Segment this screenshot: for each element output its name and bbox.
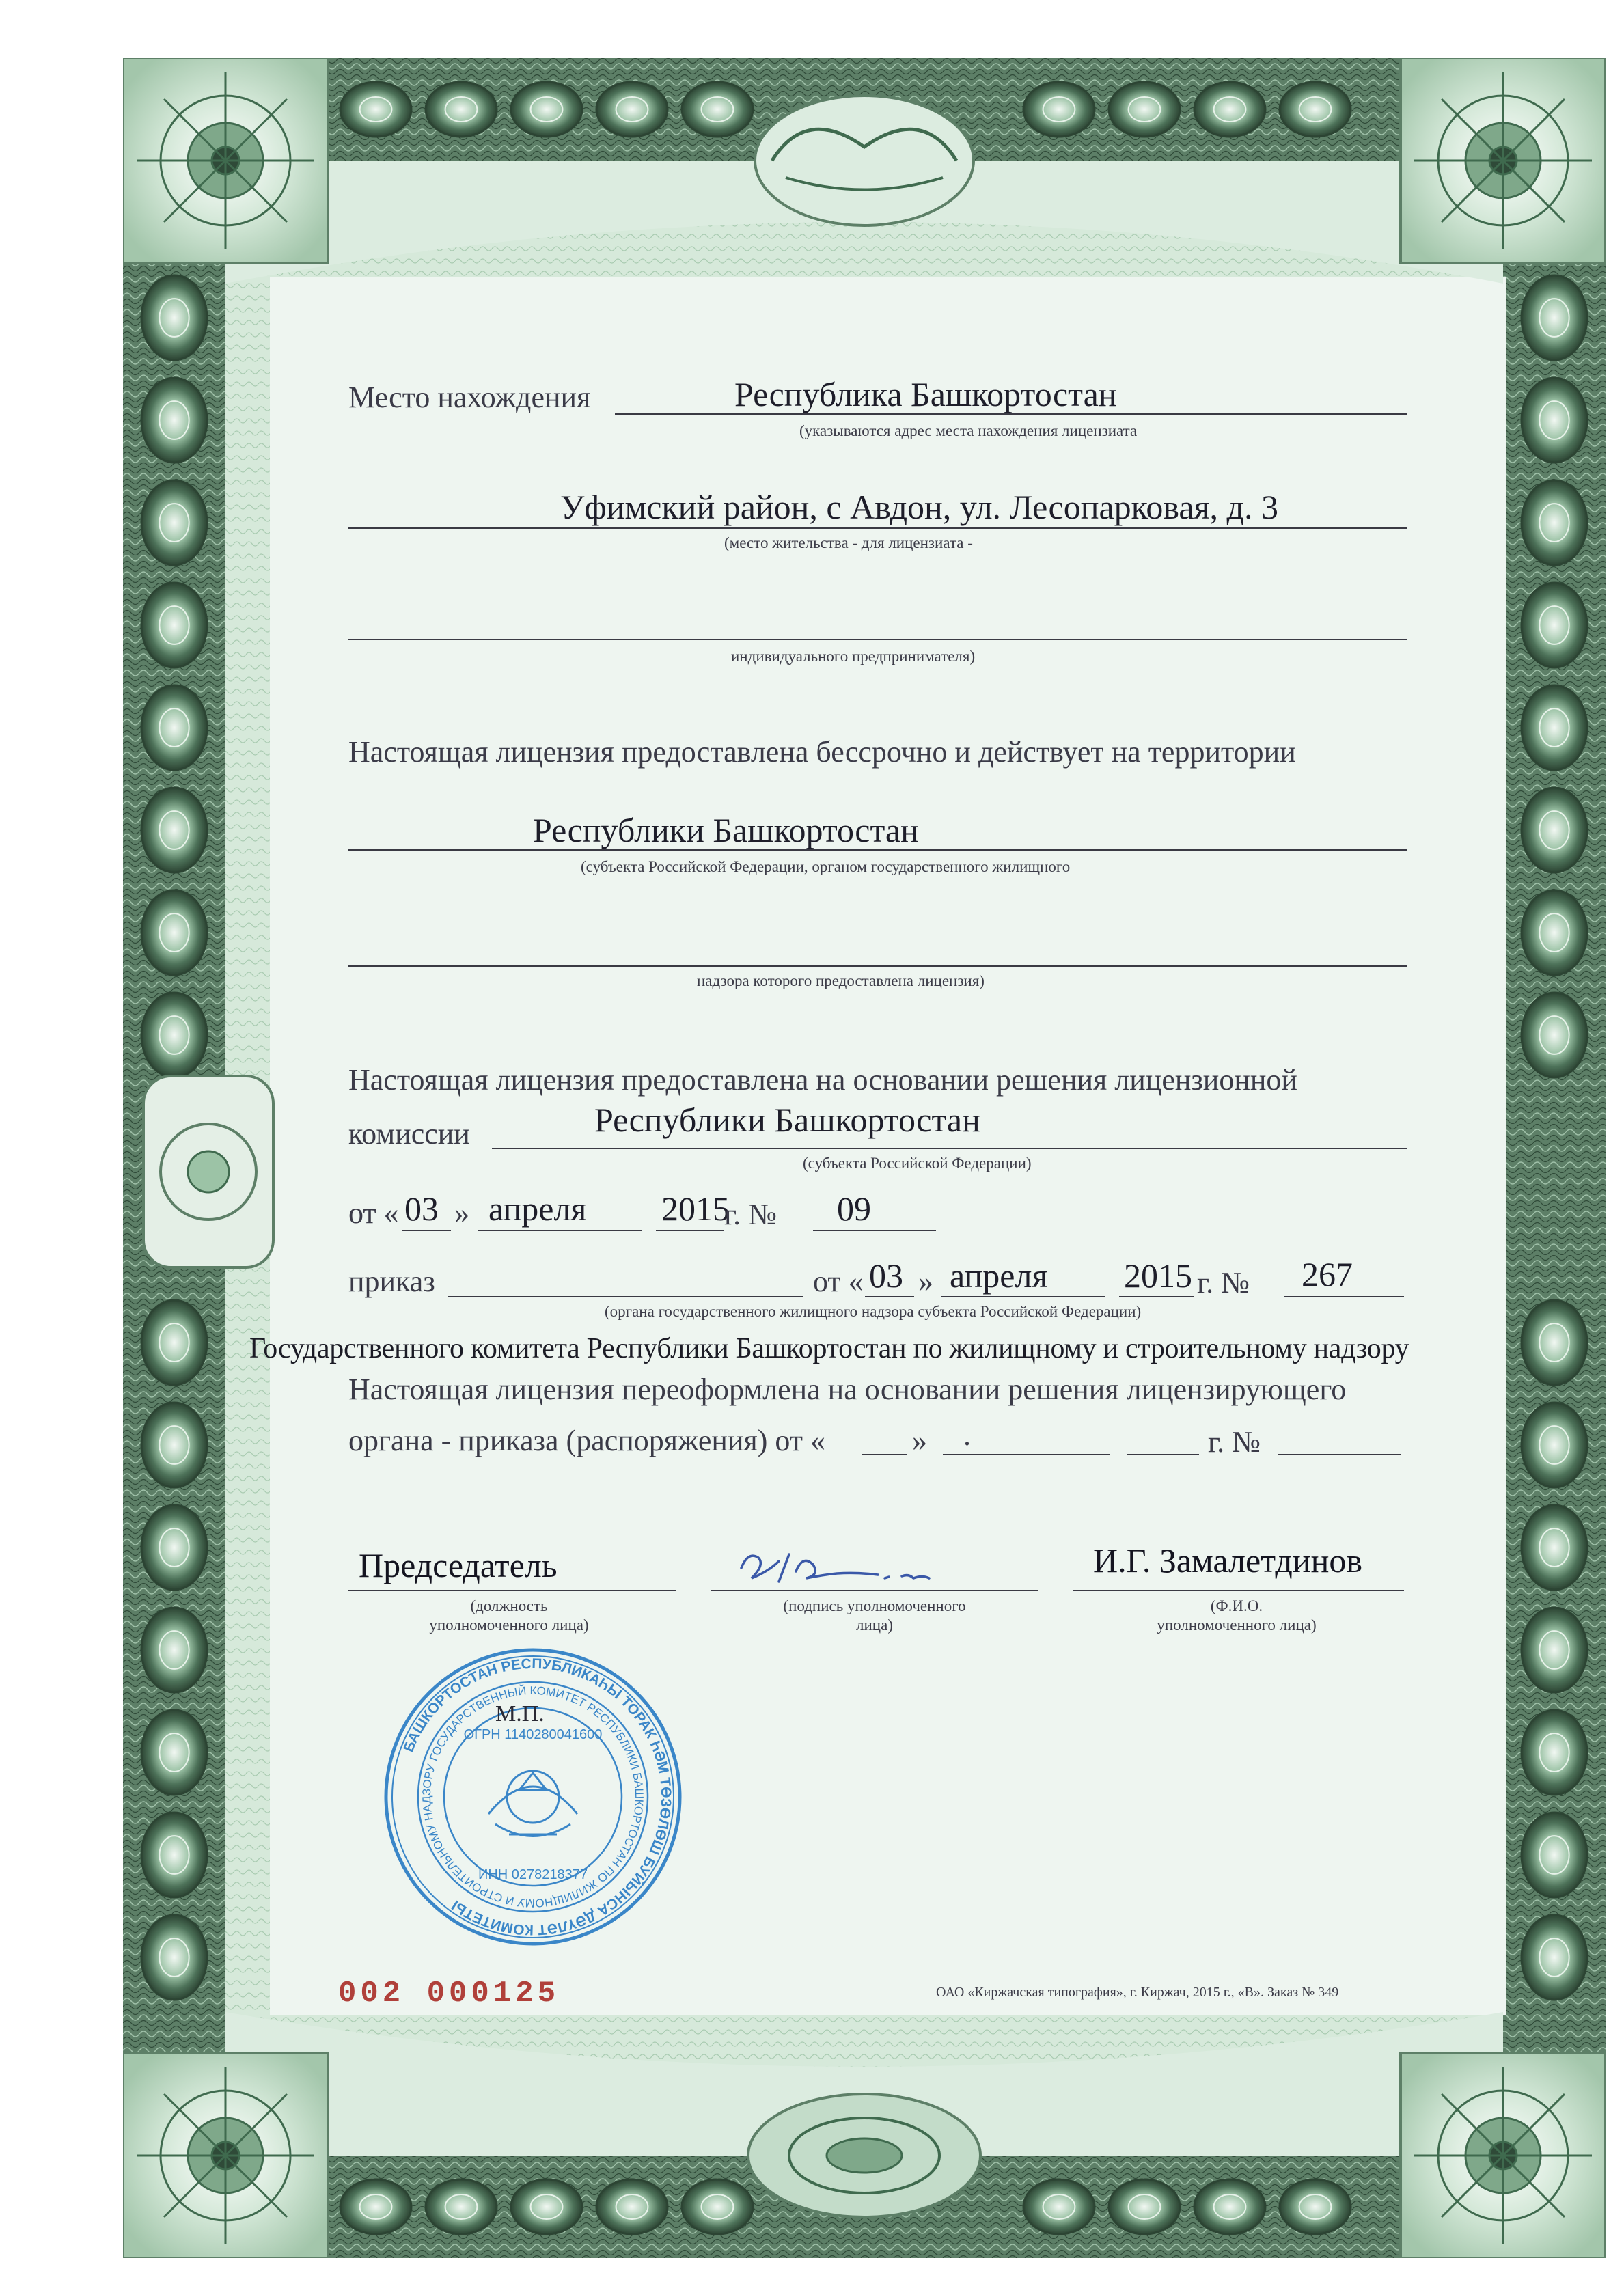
border-rosette — [141, 1505, 207, 1590]
border-rosette — [1522, 480, 1587, 565]
border-rosette — [1522, 1403, 1587, 1487]
order-day: 03 — [869, 1256, 903, 1295]
border-rosette — [1522, 1813, 1587, 1897]
commission-label: комиссии — [348, 1117, 470, 1151]
svg-text:ГОСУДАРСТВЕННЫЙ КОМИТЕТ РЕСПУБ — [388, 1652, 677, 1941]
border-rosette — [511, 2179, 582, 2234]
reissue-dot: . — [963, 1418, 971, 1452]
territory-value: Республики Башкортостан — [533, 811, 919, 849]
serial-number: 002 000125 — [338, 1977, 560, 2011]
border-rosette — [1522, 788, 1587, 872]
border-rosette — [141, 1915, 207, 2000]
order-year-line — [1119, 1296, 1194, 1297]
location-caption-3: индивидуального предпринимателя) — [731, 648, 976, 665]
location-value-2: Уфимский район, с Авдон, ул. Лесопарковая, д. 3 — [560, 488, 1279, 526]
position-caption-1: (должность — [470, 1597, 548, 1614]
name-caption-2: уполномоченного лица) — [1157, 1616, 1317, 1634]
order-year-suffix: г. № — [1197, 1266, 1250, 1299]
border-rosette — [1522, 685, 1587, 770]
order-number: 267 — [1302, 1255, 1353, 1293]
location-label: Место нахождения — [348, 381, 591, 414]
signature-caption-1: (подпись уполномоченного — [783, 1597, 966, 1614]
reissue-quote-close: » — [912, 1424, 927, 1457]
border-rosette — [340, 82, 411, 137]
decision-year-line — [656, 1230, 724, 1231]
border-rosette — [141, 1608, 207, 1692]
order-from-label: от « — [813, 1265, 864, 1298]
stamp-outer-text: БАШКОРТОСТАН РЕСПУБЛИКАҺЫ ТОРАК ҺӘМ ТӨЗӨЛӨШ БУЙЫНСА ДӘҮЛӘТ КОМИТЕТЫ — [400, 1655, 674, 1938]
position-caption-2: уполномоченного лица) — [429, 1616, 589, 1634]
border-rosette — [141, 480, 207, 565]
handwritten-signature — [728, 1541, 974, 1595]
decision-from-label: от « — [348, 1196, 399, 1230]
border-rosette — [141, 685, 207, 770]
border-rosette — [141, 1813, 207, 1897]
border-rosette — [1522, 275, 1587, 360]
order-month-line — [941, 1296, 1105, 1297]
reissue-day-line — [862, 1454, 907, 1455]
border-rosette — [426, 82, 497, 137]
decision-number: 09 — [837, 1189, 871, 1228]
location-caption-1: (указываются адрес места нахождения лицензиата — [799, 422, 1138, 439]
border-rosette — [511, 82, 582, 137]
border-rosette — [1194, 82, 1265, 137]
territory-statement: Настоящая лицензия предоставлена бессрочно и действует на территории — [348, 735, 1296, 769]
border-rosette — [1522, 1915, 1587, 2000]
stamp-ogrn: ОГРН 1140280041600 — [463, 1727, 603, 1742]
border-rosette — [1109, 82, 1180, 137]
border-rosette — [1522, 583, 1587, 667]
border-rosette — [1280, 2179, 1351, 2234]
border-rosette — [141, 378, 207, 463]
decision-year-suffix: г. № — [724, 1198, 777, 1231]
reissue-year-line — [1127, 1454, 1199, 1455]
location-value-1: Республика Башкортостан — [734, 375, 1117, 413]
basis-statement: Настоящая лицензия предоставлена на основании решения лицензионной — [348, 1063, 1297, 1097]
border-rosette — [141, 890, 207, 975]
decision-quote-close: » — [454, 1196, 469, 1230]
border-rosette — [682, 2179, 753, 2234]
order-year: 2015 — [1124, 1256, 1192, 1295]
border-rosette — [141, 1403, 207, 1487]
printer-info: ОАО «Киржачская типография», г. Киржач, 2015 г., «В». Заказ № 349 — [936, 1985, 1339, 2000]
border-rosette — [141, 788, 207, 872]
border-rosette — [1522, 378, 1587, 463]
decision-day-line — [402, 1230, 451, 1231]
order-number-line — [1284, 1296, 1404, 1297]
territory-caption-1: (субъекта Российской Федерации, органом государственного жилищного — [581, 858, 1071, 875]
border-rosette — [1194, 2179, 1265, 2234]
decision-month-line — [478, 1230, 642, 1231]
order-label: приказ — [348, 1265, 435, 1298]
reissue-number-line — [1278, 1454, 1401, 1455]
border-rosette — [596, 2179, 668, 2234]
order-quote-close: » — [918, 1265, 933, 1298]
border-rosette — [1023, 2179, 1095, 2234]
official-stamp — [379, 1643, 687, 1951]
signature-caption-2: лица) — [856, 1616, 893, 1634]
decision-day: 03 — [404, 1189, 439, 1228]
border-rosette — [141, 583, 207, 667]
name-value: И.Г. Замалетдинов — [1093, 1541, 1362, 1580]
border-rosette — [1522, 993, 1587, 1077]
territory-caption-2: надзора которого предоставлена лицензия) — [697, 972, 985, 989]
order-caption: (органа государственного жилищного надзора субъекта Российской Федерации) — [605, 1303, 1142, 1320]
reissue-line-1: Настоящая лицензия переоформлена на основании решения лицензирующего — [348, 1373, 1347, 1406]
commission-caption: (субъекта Российской Федерации) — [803, 1155, 1032, 1172]
border-rosette — [1109, 2179, 1180, 2234]
order-authority: Государственного комитета Республики Башкортостан по жилищному и строительному надзору — [249, 1333, 1409, 1364]
stamp-inn: ИНН 0278218377 — [478, 1867, 588, 1882]
stamp-inner-text: ГОСУДАРСТВЕННЫЙ КОМИТЕТ РЕСПУБЛИКИ БАШКОРТОСТАН ПО ЖИЛИЩНОМУ И СТРОИТЕЛЬНОМУ НАДЗОРУ — [419, 1683, 646, 1910]
position-value: Председатель — [359, 1546, 558, 1584]
border-rosette — [596, 82, 668, 137]
decision-number-line — [813, 1230, 936, 1231]
name-line — [1073, 1590, 1404, 1591]
border-rosette — [1522, 1710, 1587, 1795]
location-caption-2: (место жительства - для лицензиата - — [724, 534, 973, 551]
decision-month: апреля — [488, 1189, 587, 1228]
commission-value: Республики Башкортостан — [594, 1101, 980, 1139]
location-line-3 — [348, 639, 1407, 640]
order-month: апреля — [950, 1256, 1048, 1295]
border-rosette — [1280, 82, 1351, 137]
border-rosette — [141, 275, 207, 360]
border-rosette — [1023, 82, 1095, 137]
name-caption-1: (Ф.И.О. — [1210, 1597, 1263, 1614]
reissue-line-2-label: органа - приказа (распоряжения) от « — [348, 1424, 826, 1457]
border-rosette — [1522, 1505, 1587, 1590]
order-day-line — [865, 1296, 914, 1297]
position-line — [348, 1590, 676, 1591]
mp-label: М.П. — [495, 1701, 545, 1726]
border-rosette — [1522, 1608, 1587, 1692]
border-rosette — [340, 2179, 411, 2234]
reissue-month-line — [943, 1454, 1110, 1455]
border-rosette — [682, 82, 753, 137]
territory-line-2 — [348, 965, 1407, 967]
border-rosette — [141, 993, 207, 1077]
border-rosette — [1522, 890, 1587, 975]
border-rosette — [426, 2179, 497, 2234]
order-line — [448, 1296, 803, 1297]
commission-line — [492, 1148, 1407, 1149]
location-line-2 — [348, 527, 1407, 529]
stamp-emblem — [488, 1771, 577, 1836]
border-rosette — [1522, 1300, 1587, 1385]
border-rosette — [141, 1300, 207, 1385]
border-rosette — [141, 1710, 207, 1795]
decision-year: 2015 — [661, 1189, 730, 1228]
reissue-year-suffix: г. № — [1208, 1425, 1261, 1459]
